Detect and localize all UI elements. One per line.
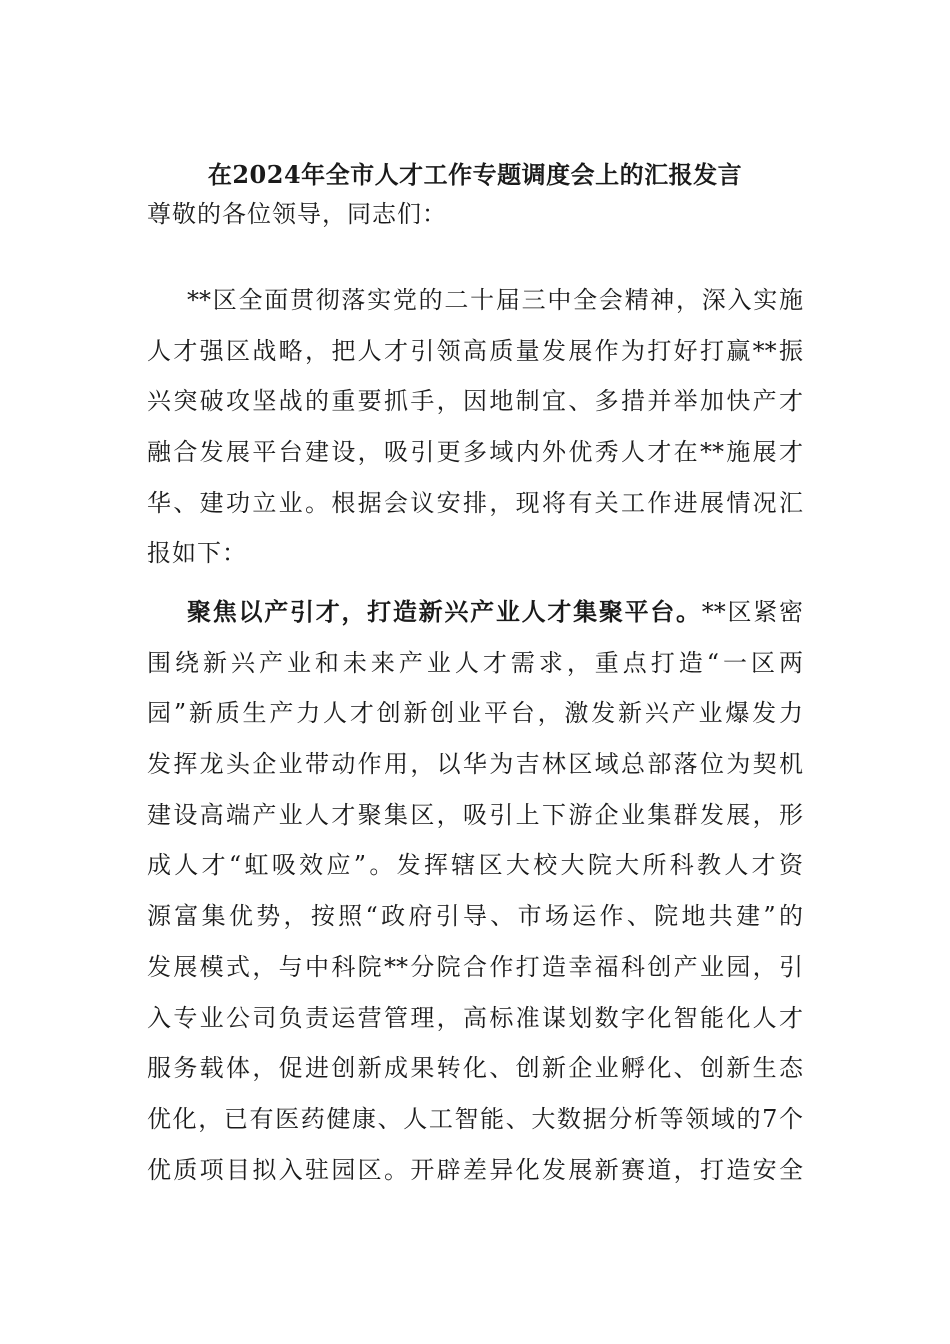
text-line: 优质项目拟入驻园区。开辟差异化发展新赛道，打造安全 [147, 1155, 803, 1184]
text-line: 华、建功立业。根据会议安排，现将有关工作进展情况汇 [147, 488, 803, 517]
text-fragment: **区紧密 [701, 598, 803, 626]
text-line: 兴突破攻坚战的重要抓手，因地制宜、多措并举加快产才 [147, 387, 803, 416]
text-line: 建设高端产业人才聚集区，吸引上下游企业集群发展，形 [147, 800, 803, 829]
text-line: 园”新质生产力人才创新创业平台，激发新兴产业爆发力 [147, 699, 803, 728]
text-line: 融合发展平台建设，吸引更多域内外优秀人才在**施展才 [147, 438, 803, 467]
section-heading: 聚焦以产引才，打造新兴产业人才集聚平台。 [187, 597, 702, 626]
document-title: 在2024年全市人才工作专题调度会上的汇报发言 [207, 160, 743, 189]
paragraph-intro [147, 275, 803, 579]
text-line: 入专业公司负责运营管理，高标准谋划数字化智能化人才 [147, 1003, 803, 1032]
text-line: 围绕新兴产业和未来产业人才需求，重点打造“一区两 [147, 648, 803, 677]
text-line: 报如下： [147, 539, 247, 568]
text-line: 发展模式，与中科院**分院合作打造幸福科创产业园，引 [147, 952, 803, 981]
text-line: 服务载体，促进创新成果转化、创新企业孵化、创新生态 [147, 1054, 803, 1083]
text-line: 发挥龙头企业带动作用，以华为吉林区域总部落位为契机 [147, 750, 803, 779]
text-line: **区全面贯彻落实党的二十届三中全会精神，深入实施 [187, 286, 803, 314]
text-line: 人才强区战略，把人才引领高质量发展作为打好打赢**振 [147, 336, 803, 365]
paragraph-section-1 [147, 587, 803, 1195]
text-line: 成人才“虹吸效应”。发挥辖区大校大院大所科教人才资 [147, 851, 803, 880]
salutation: 尊敬的各位领导，同志们： [147, 200, 447, 228]
text-line [147, 587, 803, 638]
text-line: 源富集优势，按照“政府引导、市场运作、院地共建”的 [147, 902, 803, 931]
text-line: 优化，已有医药健康、人工智能、大数据分析等领域的7个 [147, 1104, 803, 1133]
